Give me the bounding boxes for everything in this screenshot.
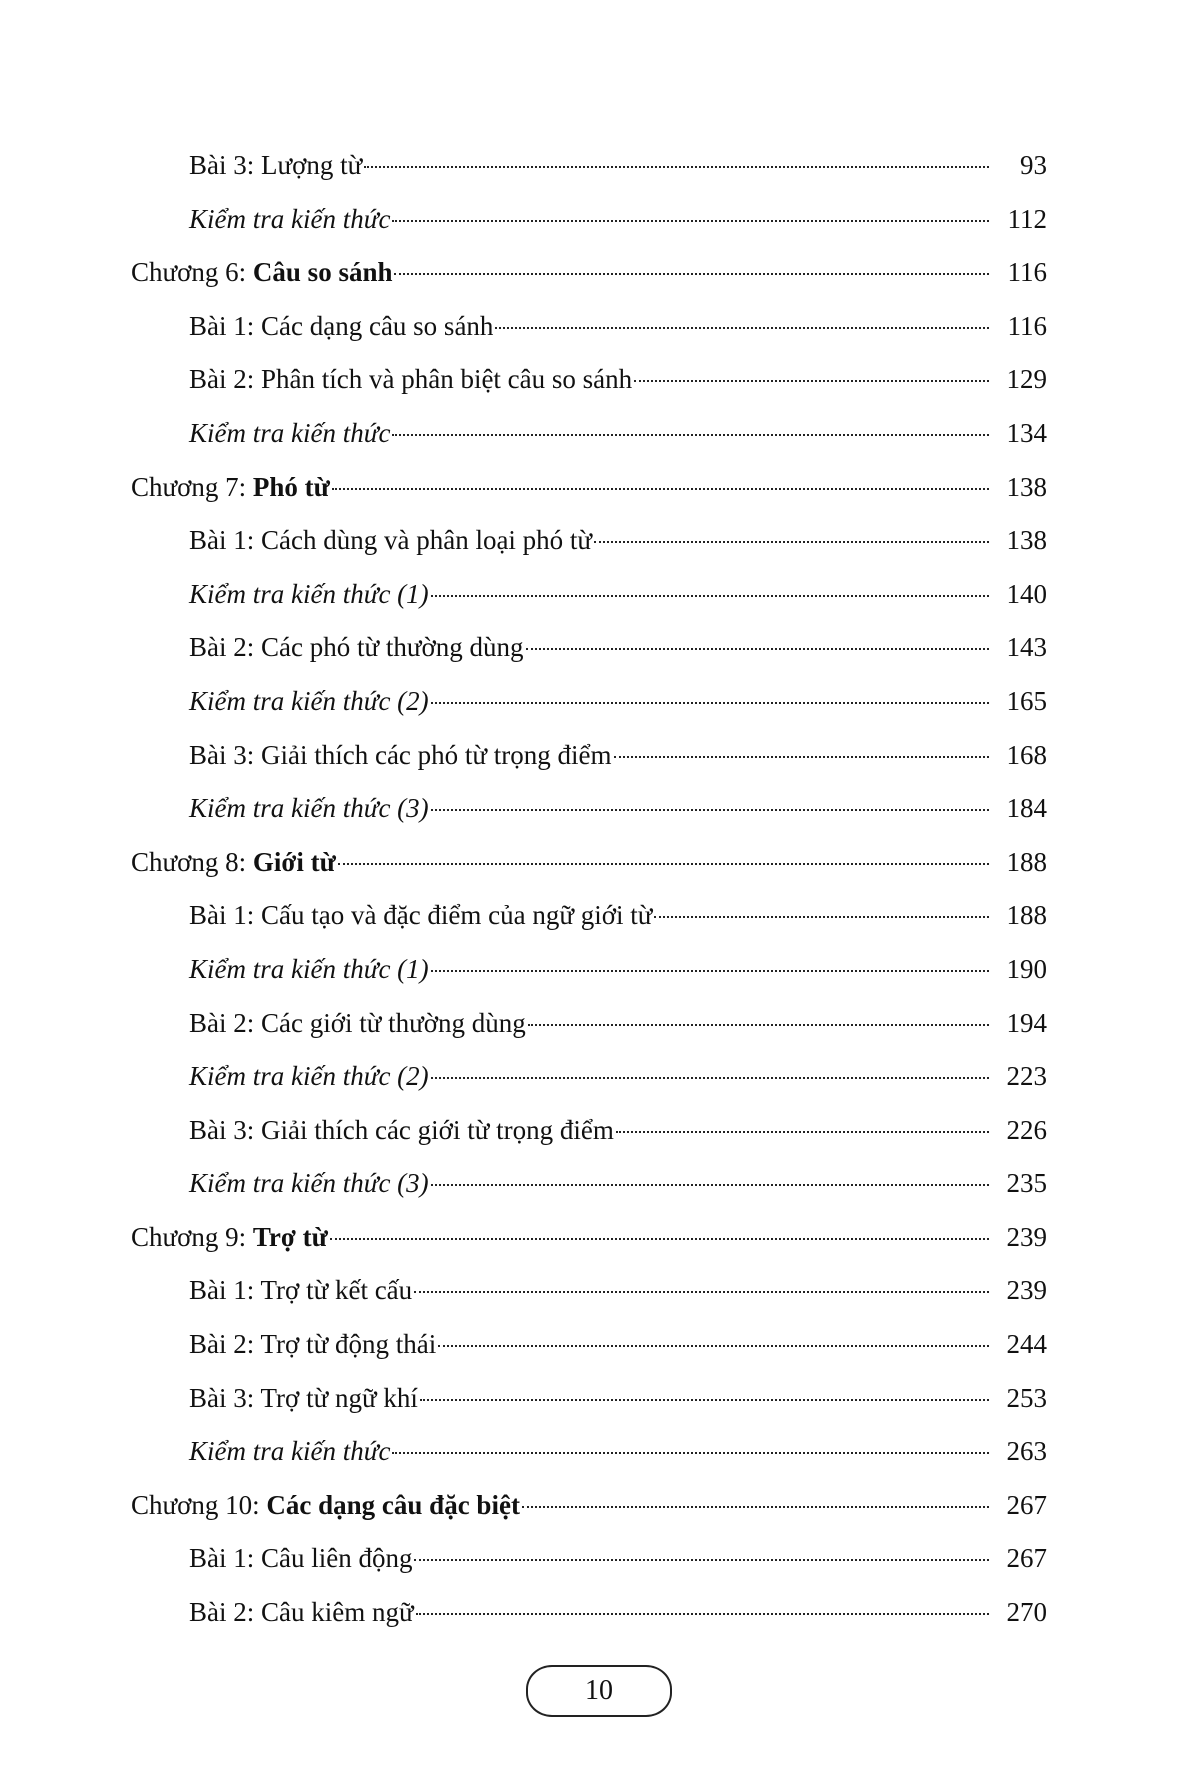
toc-entry-label: Kiểm tra kiến thức (3): [189, 1168, 429, 1199]
toc-lesson-entry: [131, 1538, 1047, 1592]
dot-leader: [438, 1345, 989, 1347]
toc-quiz-entry: [131, 574, 1047, 628]
dot-leader: [394, 273, 989, 275]
toc-page-number: 239: [1006, 1275, 1047, 1306]
toc-page-number: 253: [1006, 1382, 1047, 1413]
toc-entry-label: Kiểm tra kiến thức: [189, 1436, 391, 1467]
toc-page-number: 267: [1006, 1489, 1047, 1520]
toc-entry-label: Kiểm tra kiến thức (3): [189, 793, 429, 824]
dot-leader: [594, 541, 989, 543]
toc-quiz-entry: [131, 1163, 1047, 1217]
toc-page-number: 165: [1006, 685, 1047, 716]
toc-entry-label: Bài 1: Các dạng câu so sánh: [189, 310, 494, 341]
toc-page-number: 188: [1006, 846, 1047, 877]
toc-page-number: 184: [1006, 793, 1047, 824]
chapter-number: Chương 8:: [131, 846, 253, 877]
dot-leader: [420, 1399, 989, 1401]
chapter-number: Chương 10:: [131, 1489, 267, 1520]
toc-entry-label: Kiểm tra kiến thức (2): [189, 685, 429, 716]
toc-quiz-entry: [131, 413, 1047, 467]
toc-page-number: 93: [1020, 150, 1047, 180]
dot-leader: [364, 166, 989, 168]
dot-leader: [495, 327, 989, 329]
chapter-title: Phó từ: [252, 471, 330, 502]
page-number-badge: [526, 1665, 672, 1717]
toc-page-number: 235: [1006, 1168, 1047, 1199]
toc-page-number: 168: [1006, 739, 1047, 770]
toc-lesson-entry: [131, 1110, 1047, 1164]
toc-entry-label: Bài 2: Các phó từ thường dùng: [189, 632, 524, 663]
chapter-title: Câu so sánh: [252, 257, 393, 288]
dot-leader: [392, 434, 989, 436]
toc-lesson-entry: [131, 627, 1047, 681]
toc-lesson-entry: [131, 895, 1047, 949]
toc-entry-label: [131, 1217, 328, 1257]
toc-lesson-entry: [131, 735, 1047, 789]
toc-lesson-entry: [131, 1270, 1047, 1324]
dot-leader: [330, 1238, 989, 1240]
dot-leader: [634, 380, 989, 382]
dot-leader: [414, 1559, 989, 1561]
toc-quiz-entry: [131, 949, 1047, 1003]
toc-lesson-entry: [131, 1378, 1047, 1432]
dot-leader: [414, 1291, 989, 1293]
toc-lesson-entry: [131, 1592, 1047, 1646]
dot-leader: [431, 970, 989, 972]
toc-lesson-entry: [131, 1003, 1047, 1057]
toc-chapter-entry: [131, 252, 1047, 306]
toc-entry-label: Bài 2: Câu kiêm ngữ: [189, 1597, 414, 1628]
toc-page-number: 190: [1006, 953, 1047, 984]
toc-lesson-entry: [131, 145, 1047, 199]
toc-page-number: 116: [1007, 310, 1047, 341]
toc-entry-label: Kiểm tra kiến thức: [189, 203, 391, 234]
toc-lesson-entry: [131, 359, 1047, 413]
toc-entry-label: Kiểm tra kiến thức (2): [189, 1061, 429, 1092]
toc-entry-label: Bài 1: Câu liên động: [189, 1543, 413, 1574]
dot-leader: [614, 756, 989, 758]
toc-entry-label: Bài 3: Giải thích các giới từ trọng điểm: [189, 1114, 614, 1145]
dot-leader: [616, 1131, 989, 1133]
dot-leader: [332, 488, 989, 490]
toc-quiz-entry: [131, 1056, 1047, 1110]
toc-quiz-entry: [131, 1431, 1047, 1485]
dot-leader: [654, 916, 989, 918]
toc-page-number: 188: [1006, 900, 1047, 931]
dot-leader: [528, 1024, 989, 1026]
dot-leader: [431, 1184, 989, 1186]
toc-page-number: 263: [1006, 1436, 1047, 1467]
toc-page-number: 138: [1006, 471, 1047, 502]
chapter-number: Chương 9:: [131, 1221, 253, 1252]
toc-entry-label: [131, 1485, 520, 1525]
dot-leader: [392, 220, 989, 222]
dot-leader: [431, 595, 989, 597]
dot-leader: [416, 1613, 989, 1615]
toc-chapter-entry: [131, 467, 1047, 521]
toc-entry-label: Bài 1: Cấu tạo và đặc điểm của ngữ giới từ: [189, 900, 653, 931]
chapter-title: Giới từ: [252, 846, 336, 877]
toc-lesson-entry: [131, 520, 1047, 574]
toc-page-number: 112: [1007, 203, 1047, 234]
toc-quiz-entry: [131, 199, 1047, 253]
dot-leader: [431, 702, 989, 704]
toc-page-number: 134: [1006, 417, 1047, 448]
dot-leader: [526, 648, 989, 650]
toc-page-number: 143: [1006, 632, 1047, 663]
toc-entry-label: Kiểm tra kiến thức (1): [189, 953, 429, 984]
toc-page-number: 140: [1006, 578, 1047, 609]
toc-page-number: 267: [1006, 1543, 1047, 1574]
toc-entry-label: Bài 1: Trợ từ kết cấu: [189, 1275, 413, 1306]
toc-chapter-entry: [131, 1485, 1047, 1539]
toc-chapter-entry: [131, 842, 1047, 896]
toc-entry-label: Bài 3: Lượng từ: [189, 150, 363, 180]
toc-entry-label: [131, 842, 336, 882]
toc-entry-label: Bài 3: Trợ từ ngữ khí: [189, 1382, 418, 1413]
chapter-title: Các dạng câu đặc biệt: [266, 1489, 520, 1520]
chapter-number: Chương 7:: [131, 471, 253, 502]
dot-leader: [392, 1452, 989, 1454]
toc-quiz-entry: [131, 788, 1047, 842]
table-of-contents: [131, 145, 1047, 1646]
toc-page-number: 244: [1006, 1329, 1047, 1360]
toc-entry-label: Bài 2: Phân tích và phân biệt câu so sánh: [189, 364, 633, 395]
toc-entry-label: Kiểm tra kiến thức (1): [189, 578, 429, 609]
toc-page-number: 116: [1007, 257, 1047, 288]
toc-lesson-entry: [131, 1324, 1047, 1378]
toc-entry-label: Bài 3: Giải thích các phó từ trọng điểm: [189, 739, 612, 770]
chapter-title: Trợ từ: [252, 1221, 328, 1252]
toc-entry-label: [131, 252, 392, 292]
toc-page-number: 239: [1006, 1221, 1047, 1252]
dot-leader: [338, 863, 989, 865]
toc-page-number: 223: [1006, 1061, 1047, 1092]
toc-page-number: 138: [1006, 525, 1047, 556]
toc-entry-label: Bài 2: Các giới từ thường dùng: [189, 1007, 526, 1038]
toc-chapter-entry: [131, 1217, 1047, 1271]
dot-leader: [522, 1506, 989, 1508]
toc-entry-label: Bài 1: Cách dùng và phân loại phó từ: [189, 525, 593, 556]
page-number: 10: [585, 1675, 613, 1706]
toc-page-number: 226: [1006, 1114, 1047, 1145]
toc-entry-label: [131, 467, 330, 507]
toc-quiz-entry: [131, 681, 1047, 735]
chapter-number: Chương 6:: [131, 257, 253, 288]
toc-page-number: 270: [1006, 1597, 1047, 1628]
toc-page-number: 194: [1006, 1007, 1047, 1038]
dot-leader: [431, 1077, 989, 1079]
toc-page-number: 129: [1006, 364, 1047, 395]
toc-lesson-entry: [131, 306, 1047, 360]
toc-entry-label: Bài 2: Trợ từ động thái: [189, 1329, 437, 1360]
toc-entry-label: Kiểm tra kiến thức: [189, 417, 391, 448]
dot-leader: [431, 809, 989, 811]
